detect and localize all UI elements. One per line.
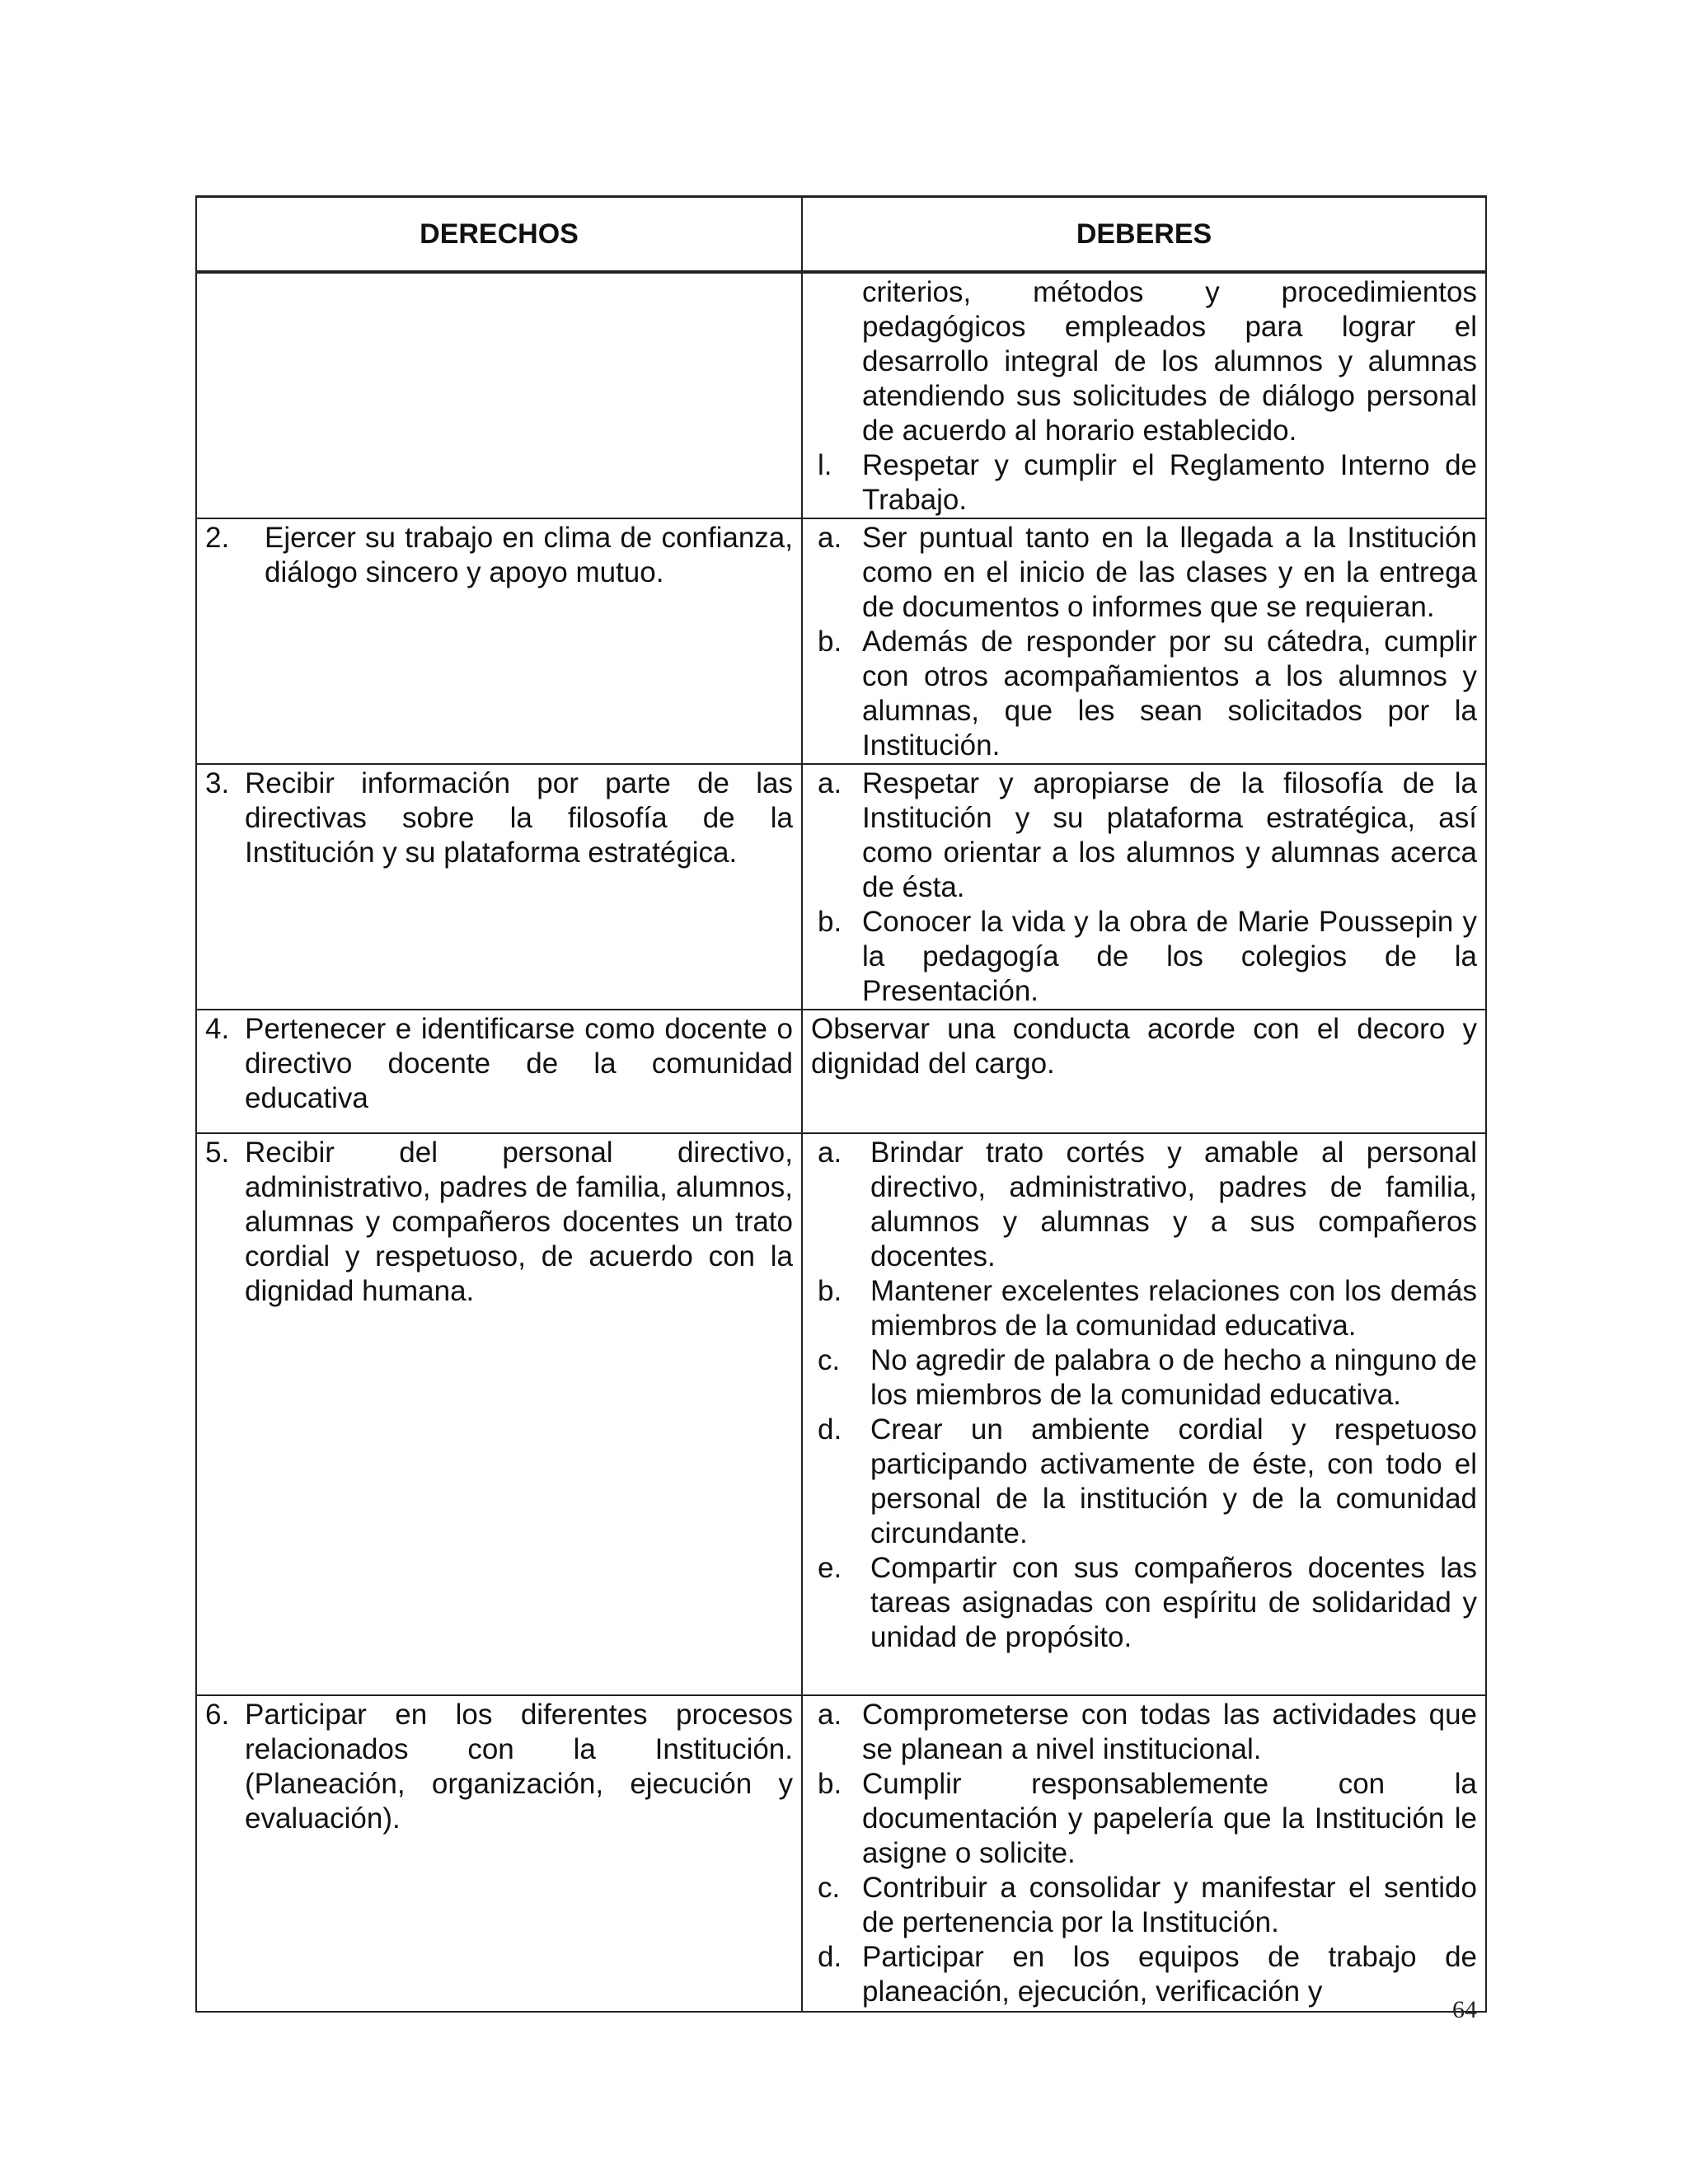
duties-cell <box>802 1695 1486 2012</box>
duty-marker: a. <box>818 1137 842 1169</box>
duty-item <box>811 521 1477 625</box>
duty-marker: c. <box>818 1872 841 1904</box>
duty-item <box>811 1136 1477 1274</box>
duty-text: No agredir de palabra o de hecho a ninguno de los miembros de la comunidad educativa. <box>870 1344 1477 1411</box>
duty-text: Ser puntual tanto en la llegada a la Institución como en el inicio de las clases y en la entrega de documentos o informes que se requieran. <box>862 522 1477 623</box>
duty-marker: b. <box>818 626 842 658</box>
duty-item <box>811 625 1477 763</box>
duty-text: Comprometerse con todas las actividades que se planean a nivel institucional. <box>862 1699 1477 1765</box>
rights-cell <box>196 518 802 764</box>
duties-cell <box>802 764 1486 1010</box>
duty-text: Respetar y apropiarse de la filosofía de la Institución y su plataforma estratégica, así como orientar a los alumnos y alumnas acerca de ésta. <box>862 767 1477 903</box>
table-row <box>196 764 1486 1010</box>
right-text: Participar en los diferentes procesos relacionados con la Institución. (Planeación, organización, ejecución y evaluación). <box>245 1699 793 1835</box>
duty-text: Además de responder por su cátedra, cumplir con otros acompañamientos a los alumnos y alumnas, que les sean solicitados por la Institución. <box>862 626 1477 762</box>
duty-text: Crear un ambiente cordial y respetuoso participando activamente de éste, con todo el personal de la institución y de la comunidad circundante. <box>870 1413 1477 1549</box>
right-item <box>205 1136 793 1309</box>
duty-text: Compartir con sus compañeros docentes las tareas asignadas con espíritu de solidaridad y unidad de propósito. <box>870 1552 1477 1653</box>
duty-item <box>811 1343 1477 1413</box>
rights-cell <box>196 1695 802 2012</box>
duty-marker: a. <box>818 1699 842 1731</box>
right-item <box>205 1698 793 1836</box>
duty-marker: b. <box>818 906 842 938</box>
right-text: Pertenecer e identificarse como docente o directivo docente de la comunidad educativa <box>245 1013 793 1114</box>
rights-duties-table <box>195 195 1487 2013</box>
rights-cell <box>196 1010 802 1133</box>
duty-text: Mantener excelentes relaciones con los demás miembros de la comunidad educativa. <box>870 1275 1477 1342</box>
duty-item <box>811 1871 1477 1940</box>
duty-item <box>811 1698 1477 1767</box>
right-item <box>205 521 793 590</box>
table-row <box>196 272 1486 518</box>
duty-text: criterios, métodos y procedimientos pedagógicos empleados para lograr el desarrollo integral de los alumnos y alumnas atendiendo sus solicitudes de diálogo personal de acuerdo al horario establecido. <box>862 276 1477 447</box>
rights-cell <box>196 764 802 1010</box>
duty-marker <box>811 275 862 448</box>
duty-text: Respetar y cumplir el Reglamento Interno de Trabajo. <box>862 449 1477 516</box>
right-number: 4. <box>205 1013 230 1045</box>
duties-cell <box>802 1010 1486 1133</box>
header-duties: DEBERES <box>802 197 1486 273</box>
page-number: 64 <box>1452 1996 1477 2023</box>
duty-item <box>811 448 1477 518</box>
duty-marker: a. <box>818 522 842 554</box>
table-row <box>196 1010 1486 1133</box>
duty-text: Contribuir a consolidar y manifestar el sentido de pertenencia por la Institución. <box>862 1872 1477 1938</box>
duty-marker: e. <box>818 1552 842 1584</box>
duty-marker: l. <box>818 449 832 481</box>
duty-text: Conocer la vida y la obra de Marie Poussepin y la pedagogía de los colegios de la Presentación. <box>862 906 1477 1007</box>
duty-marker: d. <box>818 1413 842 1446</box>
right-text: Ejercer su trabajo en clima de confianza, diálogo sincero y apoyo mutuo. <box>265 522 793 588</box>
right-item <box>205 1012 793 1116</box>
duty-item <box>811 766 1477 905</box>
duty-item <box>811 905 1477 1009</box>
duty-item <box>811 275 1477 448</box>
right-text: Recibir del personal directivo, administrativo, padres de familia, alumnos, alumnas y compañeros docentes un trato cordial y respetuoso, de acuerdo con la dignidad humana. <box>245 1137 793 1307</box>
duty-marker: b. <box>818 1768 842 1800</box>
duty-marker: b. <box>818 1275 842 1307</box>
duties-cell <box>802 1133 1486 1695</box>
duty-marker: d. <box>818 1941 842 1973</box>
duty-item <box>811 1551 1477 1655</box>
duty-text: Brindar trato cortés y amable al personal directivo, administrativo, padres de familia, alumnos y alumnas y a sus compañeros docentes. <box>870 1137 1477 1272</box>
duty-text: Cumplir responsablemente con la documentación y papelería que la Institución le asigne o solicite. <box>862 1768 1477 1869</box>
duty-item <box>811 1274 1477 1343</box>
right-text: Recibir información por parte de las directivas sobre la filosofía de la Institución y su plataforma estratégica. <box>245 767 793 869</box>
duties-cell <box>802 272 1486 518</box>
table-row <box>196 518 1486 764</box>
rights-cell <box>196 1133 802 1695</box>
duties-cell <box>802 518 1486 764</box>
right-item <box>205 766 793 870</box>
duty-text: Observar una conducta acorde con el decoro y dignidad del cargo. <box>811 1013 1477 1080</box>
table-row <box>196 1133 1486 1695</box>
right-number: 3. <box>205 767 230 799</box>
duty-marker: c. <box>818 1344 841 1376</box>
header-rights: DERECHOS <box>196 197 802 273</box>
table-header-row <box>196 197 1486 273</box>
right-number: 6. <box>205 1699 230 1731</box>
duty-item <box>811 1767 1477 1871</box>
duty-item <box>811 1413 1477 1551</box>
right-number: 5. <box>205 1137 230 1169</box>
right-number: 2. <box>205 522 230 554</box>
duty-marker: a. <box>818 767 842 799</box>
rights-cell-empty <box>196 272 802 518</box>
duty-text: Participar en los equipos de trabajo de planeación, ejecución, verificación y <box>862 1941 1477 2008</box>
table-row <box>196 1695 1486 2012</box>
duty-item <box>811 1940 1477 2009</box>
